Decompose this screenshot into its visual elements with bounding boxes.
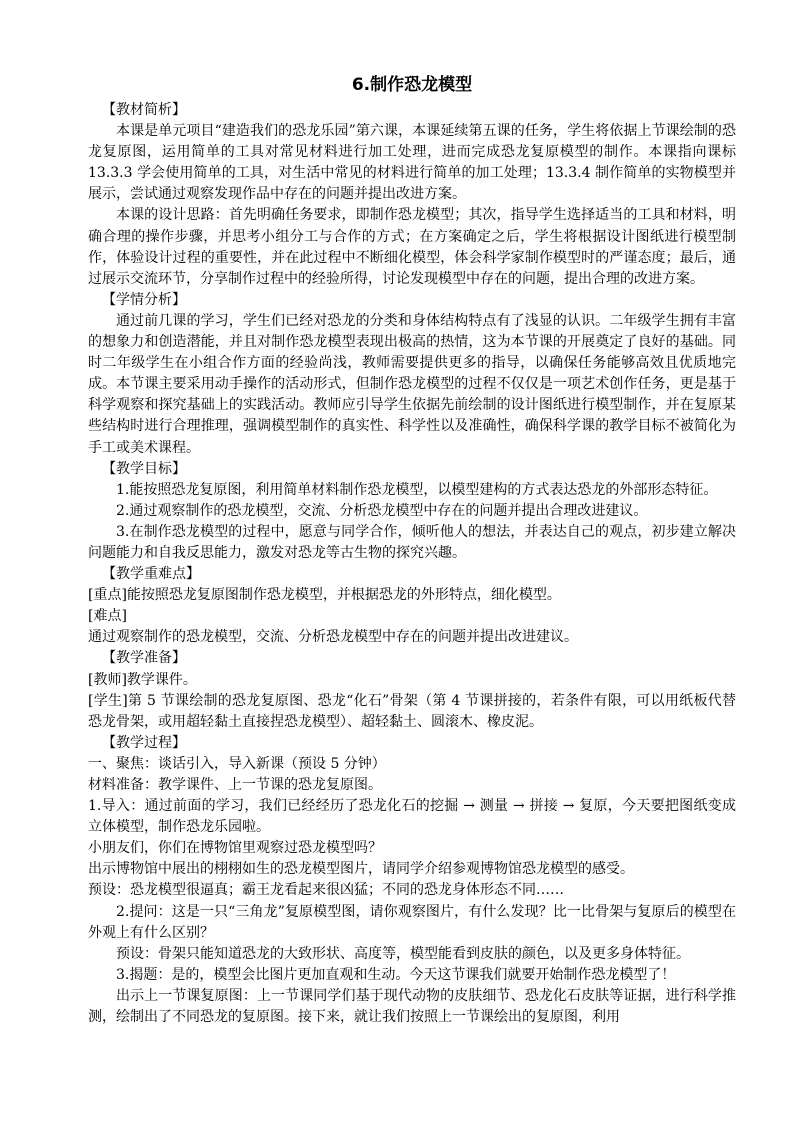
- paragraph: 小朋友们，你们在博物馆里观察过恐龙模型吗？: [88, 840, 382, 857]
- paragraph: [重点]能按照恐龙复原图制作恐龙模型，并根据恐龙的外形特点，细化模型。: [88, 587, 561, 604]
- section-heading: 【教学重难点】: [102, 566, 200, 583]
- document-page: [88, 72, 736, 1028]
- paragraph: 2.通过观察制作的恐龙模型，交流、分析恐龙模型中存在的问题并提出合理改进建议。: [116, 502, 648, 519]
- paragraph: [学生]第 5 节课绘制的恐龙复原图、恐龙“化石”骨架（第 4 节课拼接的，若条件有限，可以用纸板代替恐龙骨架，或用超轻黏土直接捏恐龙模型）、超轻黏土、圆滚木、橡皮泥。: [88, 692, 736, 730]
- document-title: 6.制作恐龙模型: [351, 75, 473, 95]
- paragraph: 一、聚焦：谈话引入，导入新课（预设 5 分钟）: [88, 755, 386, 772]
- paragraph: 出示上一节课复原图：上一节课同学们基于现代动物的皮肤细节、恐龙化石皮肤等证据，进行科学推测，绘制出了不同恐龙的复原图。接下来，就让我们按照上一节课绘出的复原图，利用: [88, 987, 736, 1026]
- paragraph: [教师]教学课件。: [88, 671, 197, 688]
- paragraph: 通过前几课的学习，学生们已经对恐龙的分类和身体结构特点有了浅显的认识。二年级学生拥有丰富的想象力和创造潜能，并且对制作恐龙模型表现出极高的热情，这为本节课的开展奠定了良好的基础。同时二年级学生在小组合作方面的经验尚浅，教师需要提供更多的指导，以确保任务能够高效且优质地完成。本节课主要采用动手操作的活动形式，但制作恐龙模型的过程不仅仅是一项艺术创作任务，更是基于科学观察和探究基础上的实践活动。教师应引导学生依据先前绘制的设计图纸进行模型制作，并在复原某些结构时进行合理推理，强调模型制作的真实性、科学性以及准确性，确保科学课的教学目标不被简化为手工或美术课程。: [88, 312, 736, 456]
- paragraph: 3.揭题：是的，模型会比图片更加直观和生动。今天这节课我们就要开始制作恐龙模型了！: [116, 966, 676, 983]
- paragraph: 材料准备：教学课件、上一节课的恐龙复原图。: [88, 777, 382, 793]
- paragraph: 本课的设计思路：首先明确任务要求，即制作恐龙模型；其次，指导学生选择适当的工具和材料，明确合理的操作步骤，并思考小组分工与合作的方式；在方案确定之后，学生将根据设计图纸进行模型制作，体验设计过程的重要性，并在此过程中不断细化模型，体会科学家制作模型时的严谨态度；最后，通过展示交流环节，分享制作过程中的经验所得，讨论发现模型中存在的问题，提出合理的改进方案。: [88, 207, 736, 287]
- paragraph: 预设：骨架只能知道恐龙的大致形状、高度等，模型能看到皮肤的颜色，以及更多身体特征。: [116, 945, 690, 962]
- paragraph: 本课是单元项目“建造我们的恐龙乐园”第六课，本课延续第五课的任务，学生将依据上节课绘制的恐龙复原图，运用简单的工具对常见材料进行加工处理，进而完成恐龙复原模型的制作。本课指向课标 13.3.3 学会使用简单的工具，对生活中常见的材料进行简单的加工处理；13.3.4 制作简单的实物模型并展示，尝试通过观察发现作品中存在的问题并提出改进方案。: [88, 123, 736, 203]
- paragraph: 1.导入：通过前面的学习，我们已经经历了恐龙化石的挖掘 → 测量 → 拼接 → 复原，今天要把图纸变成立体模型，制作恐龙乐园啦。: [88, 798, 736, 836]
- paragraph: [难点]: [88, 608, 127, 625]
- section-heading: 【学情分析】: [102, 291, 186, 308]
- document-body: [88, 100, 736, 1028]
- paragraph: 出示博物馆中展出的栩栩如生的恐龙模型图片，请同学介绍参观博物馆恐龙模型的感受。: [88, 861, 634, 878]
- section-heading: 【教学过程】: [102, 734, 186, 751]
- paragraph: 1.能按照恐龙复原图，利用简单材料制作恐龙模型，以模型建构的方式表达恐龙的外部形态特征。: [116, 481, 718, 498]
- section-heading: 【教学目标】: [102, 460, 186, 477]
- paragraph: 预设：恐龙模型很逼真；霸王龙看起来很凶猛；不同的恐龙身体形态不同……: [88, 882, 564, 899]
- paragraph: 2.提问：这是一只“三角龙”复原模型图，请你观察图片，有什么发现？比一比骨架与复原后的模型在外观上有什么区别？: [88, 903, 736, 941]
- paragraph: 3.在制作恐龙模型的过程中，愿意与同学合作，倾听他人的想法，并表达自己的观点，初步建立解决问题能力和自我反思能力，激发对恐龙等古生物的探究兴趣。: [88, 523, 736, 561]
- section-heading: 【教材简析】: [102, 102, 186, 118]
- section-heading: 【教学准备】: [102, 650, 186, 667]
- paragraph: 通过观察制作的恐龙模型，交流、分析恐龙模型中存在的问题并提出改进建议。: [88, 629, 578, 646]
